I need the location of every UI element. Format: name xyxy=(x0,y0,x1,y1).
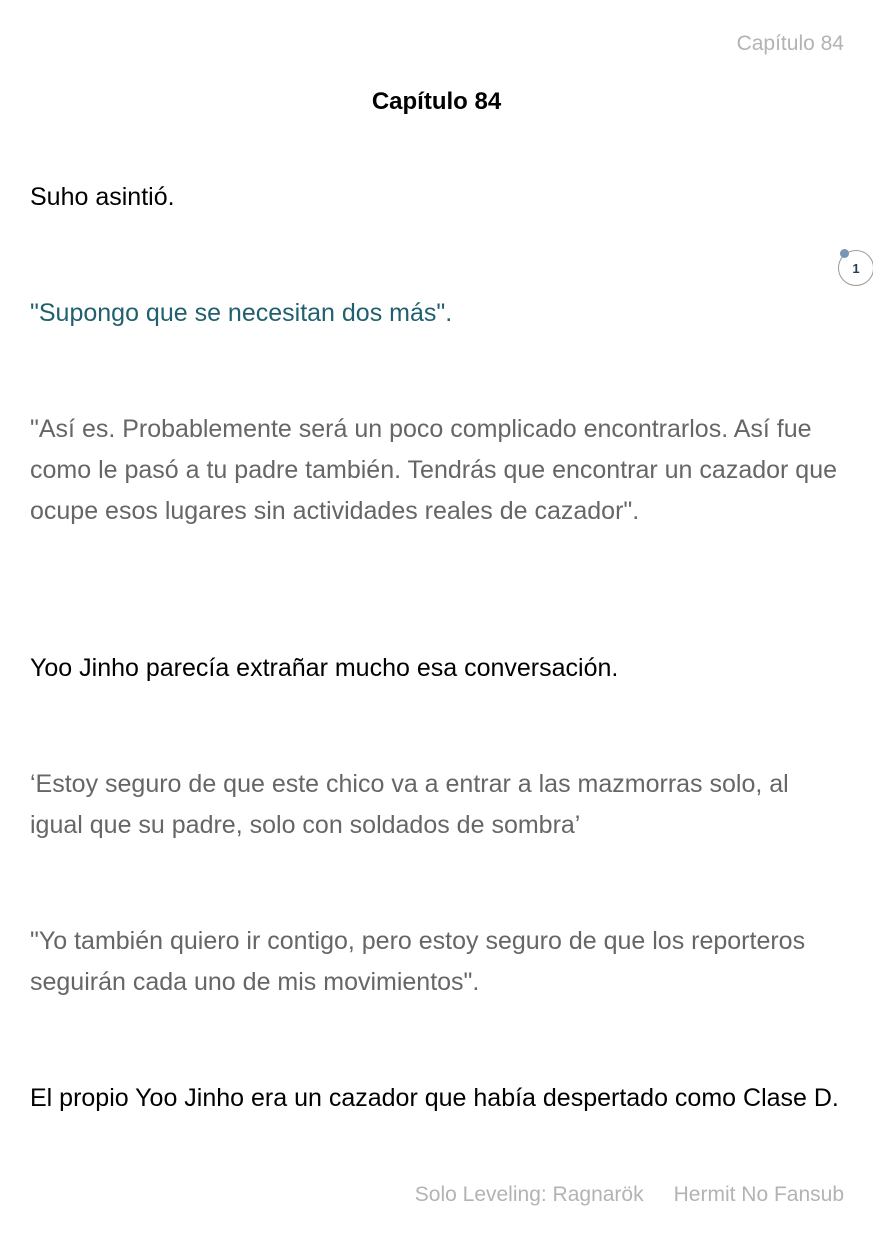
chapter-title: Capítulo 84 xyxy=(371,88,502,115)
footer-book-title: Solo Leveling: Ragnarök xyxy=(414,1183,644,1206)
footer-translator: Hermit No Fansub xyxy=(673,1183,844,1206)
paragraph: "Yo también quiero ir contigo, pero estoy seguro de que los reporteros seguirán cada uno de mis movimientos". xyxy=(30,927,806,996)
paragraph: El propio Yoo Jinho era un cazador que había despertado como Clase D. xyxy=(30,1084,839,1112)
paragraph: Suho asintió. xyxy=(30,183,175,211)
paragraph: Yoo Jinho parecía extrañar mucho esa conversación. xyxy=(30,654,619,682)
page-indicator-number: 1 xyxy=(852,260,860,276)
indicator-dot-icon xyxy=(840,249,849,258)
running-head: Capítulo 84 xyxy=(736,32,844,55)
footer xyxy=(415,1183,844,1207)
paragraph: ‘Estoy seguro de que este chico va a entrar a las mazmorras solo, al igual que su padre, solo con soldados de sombra’ xyxy=(30,770,789,839)
paragraph-highlighted: "Supongo que se necesitan dos más". xyxy=(30,299,453,327)
paragraph: "Así es. Probablemente será un poco complicado encontrarlos. Así fue como le pasó a tu padre también. Tendrás que encontrar un cazador que ocupe esos lugares sin actividades reales de cazador". xyxy=(30,415,838,525)
